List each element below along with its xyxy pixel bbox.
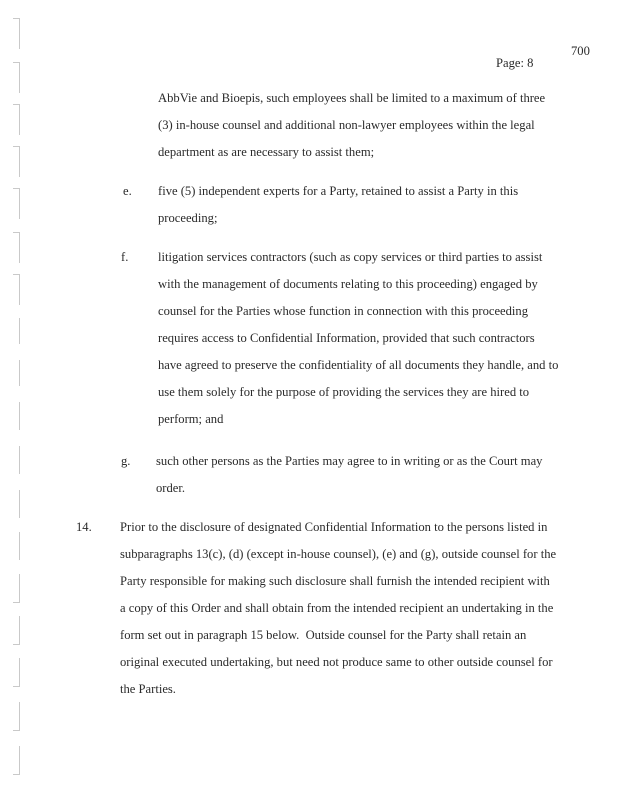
binding-mark xyxy=(13,490,20,518)
binding-mark xyxy=(13,146,20,177)
binding-mark xyxy=(13,446,20,474)
binding-mark xyxy=(13,62,20,93)
text-line: a copy of this Order and shall obtain from the intended recipient an undertaking in the xyxy=(120,601,554,615)
text-line: department as are necessary to assist them; xyxy=(158,145,375,159)
item-label: f. xyxy=(121,250,129,264)
binding-mark xyxy=(13,318,20,344)
binding-mark xyxy=(13,104,20,135)
binding-mark xyxy=(13,658,20,687)
text-line: have agreed to preserve the confidentiality of all documents they handle, and to xyxy=(158,358,559,372)
item-label: e. xyxy=(123,184,132,198)
text-line: litigation services contractors (such as copy services or third parties to assist xyxy=(158,250,543,264)
binding-mark xyxy=(13,702,20,731)
text-line: perform; and xyxy=(158,412,224,426)
text-line: five (5) independent experts for a Party, retained to assist a Party in this xyxy=(158,184,519,198)
binding-mark xyxy=(13,532,20,560)
text-line: such other persons as the Parties may agree to in writing or as the Court may xyxy=(156,454,543,468)
binding-mark xyxy=(13,574,20,603)
paragraph-number: 14. xyxy=(76,520,92,534)
binding-mark xyxy=(13,274,20,305)
text-line: with the management of documents relating to this proceeding) engaged by xyxy=(158,277,538,291)
binding-mark xyxy=(13,402,20,430)
text-line: AbbVie and Bioepis, such employees shall be limited to a maximum of three xyxy=(158,91,546,105)
text-line: proceeding; xyxy=(158,211,218,225)
item-label: g. xyxy=(121,454,131,468)
binding-mark xyxy=(13,232,20,263)
binding-mark xyxy=(13,616,20,645)
binding-mark xyxy=(13,360,20,386)
text-line: order. xyxy=(156,481,186,495)
text-line: original executed undertaking, but need not produce same to other outside counsel for xyxy=(120,655,553,669)
text-line: (3) in-house counsel and additional non-lawyer employees within the legal xyxy=(158,118,535,132)
text-line: Prior to the disclosure of designated Confidential Information to the persons listed in xyxy=(120,520,548,534)
stamp-number: 700 xyxy=(571,44,590,58)
binding-mark xyxy=(13,746,20,775)
text-line: requires access to Confidential Information, provided that such contractors xyxy=(158,331,535,345)
text-line: Party responsible for making such disclosure shall furnish the intended recipient with xyxy=(120,574,550,588)
text-line: counsel for the Parties whose function in connection with this proceeding xyxy=(158,304,529,318)
page-header: Page: 8 xyxy=(496,56,534,70)
text-line: the Parties. xyxy=(120,682,176,696)
binding-mark xyxy=(13,188,20,219)
binding-mark xyxy=(13,18,20,49)
text-line: subparagraphs 13(c), (d) (except in-house counsel), (e) and (g), outside counsel for the xyxy=(120,547,557,561)
text-line: use them solely for the purpose of providing the services they are hired to xyxy=(158,385,530,399)
text-line: form set out in paragraph 15 below. Outside counsel for the Party shall retain an xyxy=(120,628,527,642)
